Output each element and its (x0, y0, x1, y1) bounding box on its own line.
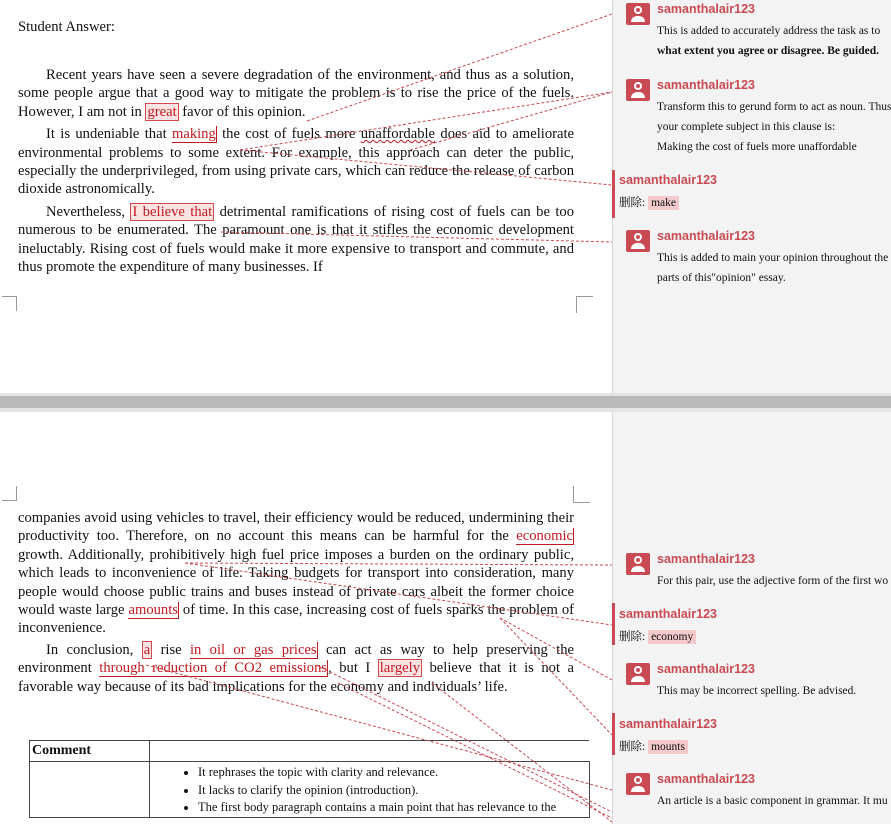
paragraph[interactable] (18, 125, 574, 199)
comment-card[interactable] (619, 0, 891, 57)
comment-line: your complete subject in this clause is: (657, 121, 836, 133)
comment-line: This is added to main your opinion throughout the (657, 252, 889, 264)
text-run: Recent years have seen a severe degradation of the environment, and thus as a solution, some people argue that a good way to mitigate the problem is to rise the price of the fuels. However, I am not in (18, 67, 574, 120)
table-cell[interactable] (150, 762, 590, 818)
comment-line: This may be incorrect spelling. Be advised. (657, 685, 857, 697)
text-run: Nevertheless, (46, 203, 131, 220)
comment-author: samanthalair123 (657, 662, 755, 676)
text-run: can act as way to help preserving the environment (18, 641, 574, 677)
crop-mark (576, 296, 593, 313)
comment-card[interactable] (619, 550, 891, 587)
list-item: • It lacks to clarify the opinion (introduction). (198, 782, 589, 800)
text-run: does aid to ameliorate environmental problems to some extent. For example, this approach can deter the public, especially the underprivileged, from using private cars, which can reduce the release of carbon dioxide astronomically. (18, 126, 574, 198)
comment-line: what extent you agree or disagree. Be guided. (657, 45, 879, 57)
deletion-marker (612, 603, 615, 645)
comment-line: Making the cost of fuels more unaffordable (657, 141, 857, 153)
deletion-marker (612, 170, 615, 218)
crop-mark (573, 486, 590, 503)
deletion-author: samanthalair123 (619, 173, 717, 187)
deletion-marker (612, 713, 615, 755)
deleted-word: mounts (648, 740, 688, 754)
commented-text[interactable]: unaffordable (360, 126, 436, 143)
essay-body-page-2[interactable] (18, 509, 574, 700)
table-header: Comment (30, 741, 150, 762)
crop-mark (2, 486, 17, 501)
comment-text (657, 97, 891, 157)
user-avatar-icon (626, 79, 650, 101)
essay-body-page-1[interactable] (18, 66, 574, 280)
inserted-text[interactable]: a (143, 641, 151, 658)
inserted-text[interactable]: great (147, 103, 177, 120)
page-separator (0, 396, 891, 408)
comment-card[interactable] (619, 227, 891, 284)
text-run: In conclusion, (46, 641, 142, 658)
comment-line: parts of this"opinion" essay. (657, 272, 786, 284)
comment-text (657, 21, 891, 61)
table-cell[interactable] (30, 762, 150, 818)
user-avatar-icon (626, 3, 650, 25)
text-run: believe that it is not a favorable way because of its bad implications for the economy and individuals’ life. (18, 660, 574, 695)
comment-card[interactable] (619, 770, 891, 807)
paragraph[interactable] (18, 203, 574, 277)
comment-card[interactable] (619, 76, 891, 153)
text-run: of time. In this case, increasing cost of fuels sparks the problem of inconvenience. (18, 602, 575, 637)
deleted-word: economy (648, 630, 696, 644)
deletion-text[interactable] (619, 194, 679, 210)
text-run: favor of this opinion. (178, 103, 306, 120)
deleted-word: make (648, 196, 679, 210)
comment-text (657, 248, 891, 288)
table-cell[interactable] (150, 741, 590, 762)
text-run: growth. Additionally, prohibitively high fuel price imposes a burden on the ordinary public, which leads to inconvenience of life. Taking budgets for transport into consideration, many people would choose public trains and buses instead of private cars albeit the former choice would waste large (18, 546, 574, 619)
deletion-text[interactable] (619, 738, 688, 754)
inserted-text[interactable]: I believe that (132, 203, 213, 220)
inserted-text[interactable]: in oil or gas prices (189, 641, 317, 658)
deletion-label: 删除: (619, 741, 646, 753)
paragraph[interactable] (18, 66, 574, 121)
comment-author: samanthalair123 (657, 772, 755, 786)
user-avatar-icon (626, 553, 650, 575)
comment-author: samanthalair123 (657, 229, 755, 243)
user-avatar-icon (626, 663, 650, 685)
deletion-author: samanthalair123 (619, 717, 717, 731)
comment-author: samanthalair123 (657, 552, 755, 566)
page-gap (0, 393, 891, 412)
text-run: detrimental ramifications of rising cost of fuels can be too numerous to be enumerated. The paramount one is that it stifles the economic development ineluctably. Rising cost of fuels would make it more expensive to transport and commute, and thus promote the expenditure of many businesses. If (18, 203, 574, 276)
inserted-text[interactable]: through reduction of CO2 emissions (99, 660, 328, 677)
user-avatar-icon (626, 230, 650, 252)
document-page-1[interactable] (0, 0, 612, 393)
comment-line: An article is a basic component in grammar. It mu (657, 795, 888, 807)
comment-table[interactable] (29, 740, 590, 818)
list-item: • It rephrases the topic with clarity and relevance. (198, 764, 589, 782)
deletion-text[interactable] (619, 628, 696, 644)
inserted-text[interactable]: economic (516, 528, 573, 545)
deletion-label: 删除: (619, 197, 646, 209)
comment-line: For this pair, use the adjective form of the first wo (657, 575, 889, 587)
text-run: companies avoid using vehicles to travel, their efficiency would be reduced, undermining their productivity too. Therefore, on no account this means can be harmful for the (18, 510, 574, 545)
list-item: • The first body paragraph contains a main point that has relevance to the (198, 799, 589, 817)
deletion-label: 删除: (619, 631, 646, 643)
comment-text (657, 571, 891, 591)
text-run: the cost of fuels more (216, 126, 361, 143)
comment-author: samanthalair123 (657, 2, 755, 16)
inserted-text[interactable]: amounts (128, 602, 178, 619)
text-run: , but I (328, 660, 378, 677)
comment-line: Transform this to gerund form to act as noun. Thus (657, 101, 891, 113)
comments-pane-page-2[interactable] (612, 412, 891, 824)
comment-text (657, 681, 891, 701)
comment-author: samanthalair123 (657, 78, 755, 92)
comment-text (657, 791, 891, 811)
paragraph[interactable] (18, 641, 574, 696)
page-title: Student Answer: (18, 19, 115, 35)
comments-pane-page-1[interactable] (612, 0, 891, 393)
user-avatar-icon (626, 773, 650, 795)
comment-bullet-list (150, 764, 589, 817)
comment-card[interactable] (619, 660, 891, 697)
paragraph[interactable] (18, 509, 574, 638)
inserted-text[interactable]: making (171, 126, 216, 143)
inserted-text[interactable]: largely (379, 660, 420, 677)
crop-mark (2, 296, 17, 311)
deletion-author: samanthalair123 (619, 607, 717, 621)
text-run: It is undeniable that (46, 126, 172, 143)
text-run: rise (152, 641, 190, 658)
comment-line: This is added to accurately address the task as to (657, 25, 881, 37)
